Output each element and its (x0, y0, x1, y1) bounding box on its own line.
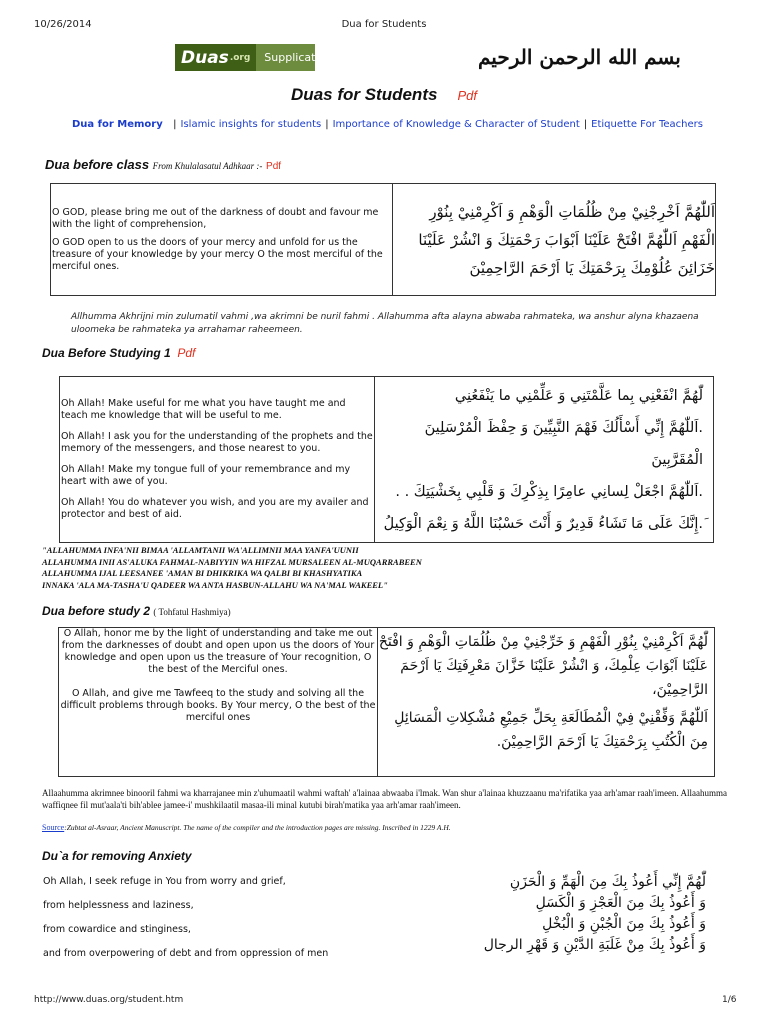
nav-link-islamic-insights[interactable]: Islamic insights for students (180, 119, 322, 130)
logo-tagline: Supplications (264, 51, 338, 64)
s4-english-2: from helplessness and laziness, (43, 900, 194, 911)
s2-arabic-4: َ.إِنَّكَ عَلَى مَا تَشَاءُ قَدِيرٌ وَ أَنْتَ حَسْبُنَا اللَّهُ وَ نِعْمَ الْوَكِيلُ (383, 515, 703, 532)
s2-arabic-3: .اَللّٰهُمَّ اجْعَلْ لِسانِي عامِرًا بِذِكْرِكَ وَ قَلْبِي بِخَشْيَتِكَ . . (395, 483, 703, 500)
section-heading-before-studying-1: Dua Before Studying 1 Pdf (42, 346, 196, 360)
s4-arabic-2: وَ أَعُوذُ بِكَ مِنَ الْعَجْزِ وَ الْكَسَلِ (535, 895, 706, 911)
s4-english-1: Oh Allah, I seek refuge in You from worry and grief, (43, 876, 286, 887)
s3-arabic-1: لّٰهُمَّ اَكْرِمْنِيْ بِنُوْرِ الْفَهْمِ وَ خَرِّجْنِيْ مِنْ ظُلُمَاتِ الْوَهْمِ وَ افْتَحْ عَلَيْنَا اَبْوَابَ عِلْمِكَ، وَ انْشُرْ عَلَيْنَا خَزَّانَ مَعْرِفَتِكَ يَا اَرْحَمَ الرَّاحِمِيْنَ، (378, 634, 708, 698)
dua-table-before-studying-1 (59, 376, 714, 543)
site-logo[interactable] (175, 44, 338, 71)
s1-pdf-link[interactable]: Pdf (266, 161, 282, 172)
s4-english-4: and from overpowering of debt and from oppression of men (43, 948, 329, 959)
s2-english-1: Oh Allah! Make useful for me what you have taught me and teach me knowledge that will be useful to me. (61, 398, 346, 421)
print-date: 10/26/2014 (34, 19, 92, 30)
dua-table-before-study-2 (58, 627, 715, 777)
s4-english-3: from cowardice and stinginess, (43, 924, 191, 935)
s2-arabic-1: لّٰهُمَّ انْفَعْنِي بِما عَلَّمْتَنِي وَ عَلِّمْنِي ما يَنْفَعُنِي (454, 387, 703, 404)
s2-english-4: Oh Allah! You do whatever you wish, and you are my availer and protector and best of aid. (61, 497, 369, 520)
nav-link-dua-for-memory[interactable]: Dua for Memory (72, 119, 163, 130)
page-title (0, 85, 768, 105)
bismillah-calligraphy: بسم الله الرحمن الرحيم (478, 45, 681, 69)
s3-source-note: Source:Zubtat al-Asraar, Ancient Manuscript. The name of the compiler and the introduction pages are missing. Inscribed in 1229 A.H. (42, 823, 451, 832)
print-title: Dua for Students (341, 19, 427, 30)
s3-english-1: O Allah, honor me by the light of understanding and take me out from the darknesses of doubt and open upon us the doors of Your knowledge and open upon us the treasure of Your recognition, O the best of the Merciful ones. (61, 628, 375, 675)
s1-arabic: اَللّٰهُمَّ اَخْرِجْنِيْ مِنْ ظُلُمَاتِ الْوَهْمِ وَ اَكْرِمْنِيْ بِنُوْرِ الْفَهْمِ اَللّٰهُمَّ افْتَحْ عَلَيْنَا اَبْوَابَ رَحْمَتِكَ وَ انْشُرْ عَلَيْنَا خَزَائِنَ عُلُوْمِكَ بِرَحْمَتِكَ يَا اَرْحَمَ الرَّاحِمِيْنَ (393, 184, 716, 296)
s3-english-2: O Allah, and give me Tawfeeq to the study and solving all the difficult problems through books. By Your mercy, O the best of the merciful ones (60, 688, 376, 723)
s1-transliteration: Allhumma Akhrijni min zulumatil vahmi ,wa akrimni be nuril fahmi . Allahumma afta alayna abwaba rahmateka, wa anshur alyna khazaena uloomeka be rahmateka ya arrahamar raheemeen. (71, 312, 699, 335)
logo-tld: .org (229, 52, 251, 63)
source-link[interactable]: Source (42, 823, 65, 832)
s3-transliteration: Allaahumma akrimnee binooril fahmi wa kharrajanee min z'uhumaatil wahmi waftah' a'lainaa abwaaba i'lmak. Wan shur a'lainaa khuzzaanu ma'rifatika yaa arh'amar raah'imeen. Allaahumma waffiqnee fil mut'aala'ti bih'ablee jamee-i' mushkilaatil masaa-ili minal kutubi birah'matika yaa arh'amar raah'imeen. (42, 788, 728, 810)
page-title-text: Duas for Students (291, 85, 438, 104)
s2-arabic-2: .اَللّٰهُمَّ إِنِّي أَسْأَلُكَ فَهْمَ النَّبِيِّينَ وَ حِفْظَ الْمُرْسَلِينَ الْمُقَرَّبِينَ (424, 419, 703, 468)
logo-brand: Duas (181, 47, 229, 68)
topic-nav: Dua for Memory | Islamic insights for students | Importance of Knowledge & Character of Student | Etiquette For Teachers (72, 119, 703, 130)
dua-table-before-class (50, 183, 716, 296)
s2-english-2: Oh Allah! I ask you for the understanding of the prophets and the memory of the messengers, and those nearest to you. (61, 431, 373, 454)
title-pdf-link[interactable]: Pdf (457, 88, 477, 103)
s4-arabic-4: وَ أَعُوذُ بِكَ مِنْ غَلَبَةِ الدَّيْنِ وَ قَهْرِ الرجال (483, 937, 706, 953)
print-page-number: 1/6 (722, 995, 737, 1005)
s2-pdf-link[interactable]: Pdf (177, 346, 196, 360)
section-heading-removing-anxiety: Du`a for removing Anxiety (42, 849, 192, 863)
s2-english-3: Oh Allah! Make my tongue full of your remembrance and my heart with awe of you. (61, 464, 351, 487)
section-heading-dua-before-class: Dua before class From Khulalasatul Adhkaar :- Pdf (45, 157, 282, 172)
s1-english-2: O GOD open to us the doors of your mercy and unfold for us the treasure of your knowledge by your mercy O the most merciful of the merciful ones. (52, 236, 383, 272)
s4-english (43, 876, 373, 972)
section-heading-before-study-2: Dua before study 2 ( Tohfatul Hashmiya) (42, 604, 231, 618)
s2-transliteration-caps: "ALLAHUMMA INFA'NII BIMAA 'ALLAMTANII WA'ALLIMNII MAA YANFA'UUNII ALLAHUMMA INII AS'ALUKA FAHMAL-NABIYYIN WA HIFZAL MURSALEEN AL-MUQARRABEEN ALLAHUMMA IJAL LEESANEE 'AMAN BI DHIKRIKA WA QALBI BI KHASHYATIKA INNAKA 'ALA MA-TASHA'U QADEER WA ANTA HASBUN-ALLAHU WA NA'MAL WAKEEL" (42, 545, 422, 590)
nav-link-etiquette-teachers[interactable]: Etiquette For Teachers (591, 119, 703, 130)
s4-arabic-3: وَ أَعُوذُ بِكَ مِنَ الْجُبْنِ وَ الْبُخْلِ (542, 916, 706, 932)
s3-arabic-2: اَللّٰهُمَّ وَفِّقْنِيْ فِيْ الْمُطَالَعَةِ بِحَلِّ جَمِيْعِ مُشْكِلاتِ الْمَسَائِلِ مِنَ الْكُتُبِ بِرَحْمَتِكَ يَا اَرْحَمَ الرَّاحِمِيْنَ. (394, 710, 708, 750)
print-url: http://www.duas.org/student.htm (34, 995, 184, 1005)
s4-arabic-1: لّٰهُمَّ إِنِّي أَعُوذُ بِكَ مِنَ الْهَمِّ وَ الْحَزَنِ (509, 874, 706, 890)
s4-arabic (380, 872, 706, 956)
s1-english-1: O GOD, please bring me out of the darkness of doubt and favour me with the light of comprehension, (52, 206, 379, 230)
nav-link-importance-of-knowledge[interactable]: Importance of Knowledge & Character of Student (332, 119, 580, 130)
